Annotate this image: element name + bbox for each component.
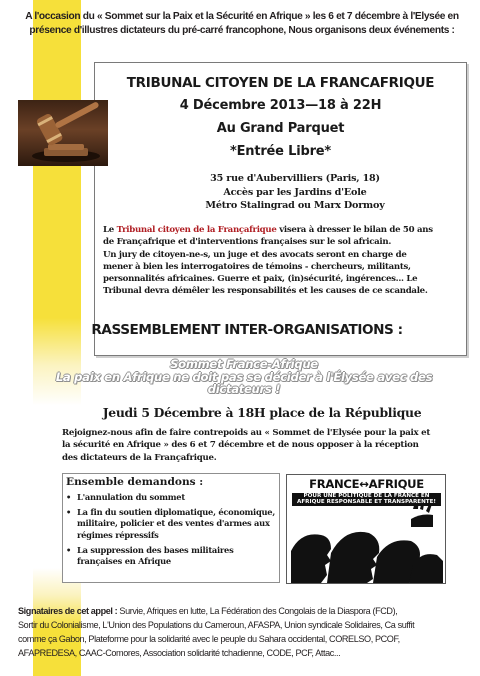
tribunal-date: 4 Décembre 2013—18 à 22H <box>179 98 382 113</box>
address-line: 35 rue d'Aubervilliers (Paris, 18) <box>210 173 380 184</box>
description-suffix: visera à dresser le bilan de 50 ans <box>276 225 433 235</box>
join-line: des dictateurs de la Françafrique. <box>62 452 217 463</box>
description-line: Un jury de citoyen-ne-s, un juge et des avocats seront en charge de <box>103 249 407 260</box>
tribunal-description <box>103 224 463 298</box>
tribunal-address <box>186 172 404 213</box>
demand-text: L'annulation du sommet <box>77 492 185 502</box>
bullet-icon: • <box>66 507 72 517</box>
tribunal-venue: Au Grand Parquet <box>216 121 345 136</box>
tribunal-entry: *Entrée Libre* <box>230 144 331 159</box>
description-line: personnalités africaines. Guerre et paix, (in)sécurité, ingérences... Le <box>103 274 418 285</box>
description-line: mener à bien les interrogatoires de témoins - chercheurs, militants, <box>103 261 411 272</box>
list-item <box>62 492 278 503</box>
description-line: de Françafrique et d'interventions françaises sur le sol africain. <box>103 237 392 248</box>
rally-title: RASSEMBLEMENT INTER-ORGANISATIONS : <box>91 322 403 338</box>
signatories-label: Signataires de cet appel : <box>18 606 118 616</box>
slogan-line: La paix en Afrique ne doit pas se décider à l'Élysée avec des <box>55 370 433 384</box>
bullet-icon: • <box>66 544 72 555</box>
poster-subtitle-line: AFRIQUE RESPONSABLE ET TRANSPARENTE! <box>297 499 436 506</box>
demand-text: La fin du soutien diplomatique, économique, militaire, policier et des ventes d'armes aux régimes répressifs <box>77 507 275 540</box>
join-line: la sécurité en Afrique » des 6 et 7 décembre et de nous opposer à la réception <box>62 440 419 451</box>
intro-line: A l'occasion du « Sommet sur la Paix et la Sécurité en Afrique » les 6 et 7 décembre à l'Elysée en <box>25 11 459 22</box>
slogan-line: dictateurs ! <box>207 382 281 396</box>
join-line: Rejoignez-nous afin de faire contrepoids au « Sommet de l'Elysée pour la paix et <box>62 428 431 438</box>
list-item <box>62 507 278 541</box>
demand-text: La suppression des bases militaires françaises en Afrique <box>77 544 234 567</box>
signatories-line: AFAPREDESA, CAAC-Comores, Association solidarité tchadienne, CODE, PCF, Attac... <box>18 648 341 658</box>
address-line: Métro Stalingrad ou Marx Dormoy <box>205 200 385 212</box>
demands-list <box>62 492 278 571</box>
signatories <box>18 604 466 660</box>
slogan-line: Sommet France-Afrique <box>170 357 318 371</box>
bullet-icon: • <box>66 492 72 502</box>
demands-title: Ensemble demandons : <box>66 476 204 488</box>
list-item <box>62 545 278 568</box>
tribunal-highlight: Tribunal citoyen de la Françafrique <box>116 225 277 235</box>
signatories-line: Sortir du Colonialisme, L'Union des Populations du Cameroun, AFASPA, Union syndicale Solidaires, Ca suffit <box>18 620 415 630</box>
signatories-line <box>18 604 466 618</box>
intro-text <box>18 10 466 38</box>
description-prefix: Le <box>103 225 117 235</box>
description-line: Tribunal devra démêler les responsabilités et les causes de ce scandale. <box>103 286 428 297</box>
poster-subtitle <box>292 493 441 506</box>
poster-subtitle-line: POUR UNE POLITIQUE DE LA FRANCE EN <box>303 493 430 499</box>
intro-line: présence d'illustres dictateurs du pré-carré francophone, Nous organisons deux événements : <box>29 25 455 36</box>
poster-title: FRANCE↔AFRIQUE <box>309 477 424 491</box>
signatories-line: comme ça Gabon, Plateforme pour la solidarité avec le peuple du Sahara occidental, CORELSO, PCOF, <box>18 634 400 644</box>
rally-date: Jeudi 5 Décembre à 18H place de la République <box>102 405 422 420</box>
address-line: Accès par les Jardins d'Eole <box>223 186 367 198</box>
signatories-text: Survie, Afriques en lutte, La Fédération des Congolais de la Diaspora (FCD), <box>117 606 398 616</box>
protest-crowd-icon <box>287 475 445 583</box>
description-line <box>103 224 463 236</box>
tribunal-title: TRIBUNAL CITOYEN DE LA FRANCAFRIQUE <box>126 75 435 91</box>
join-text <box>62 427 464 464</box>
